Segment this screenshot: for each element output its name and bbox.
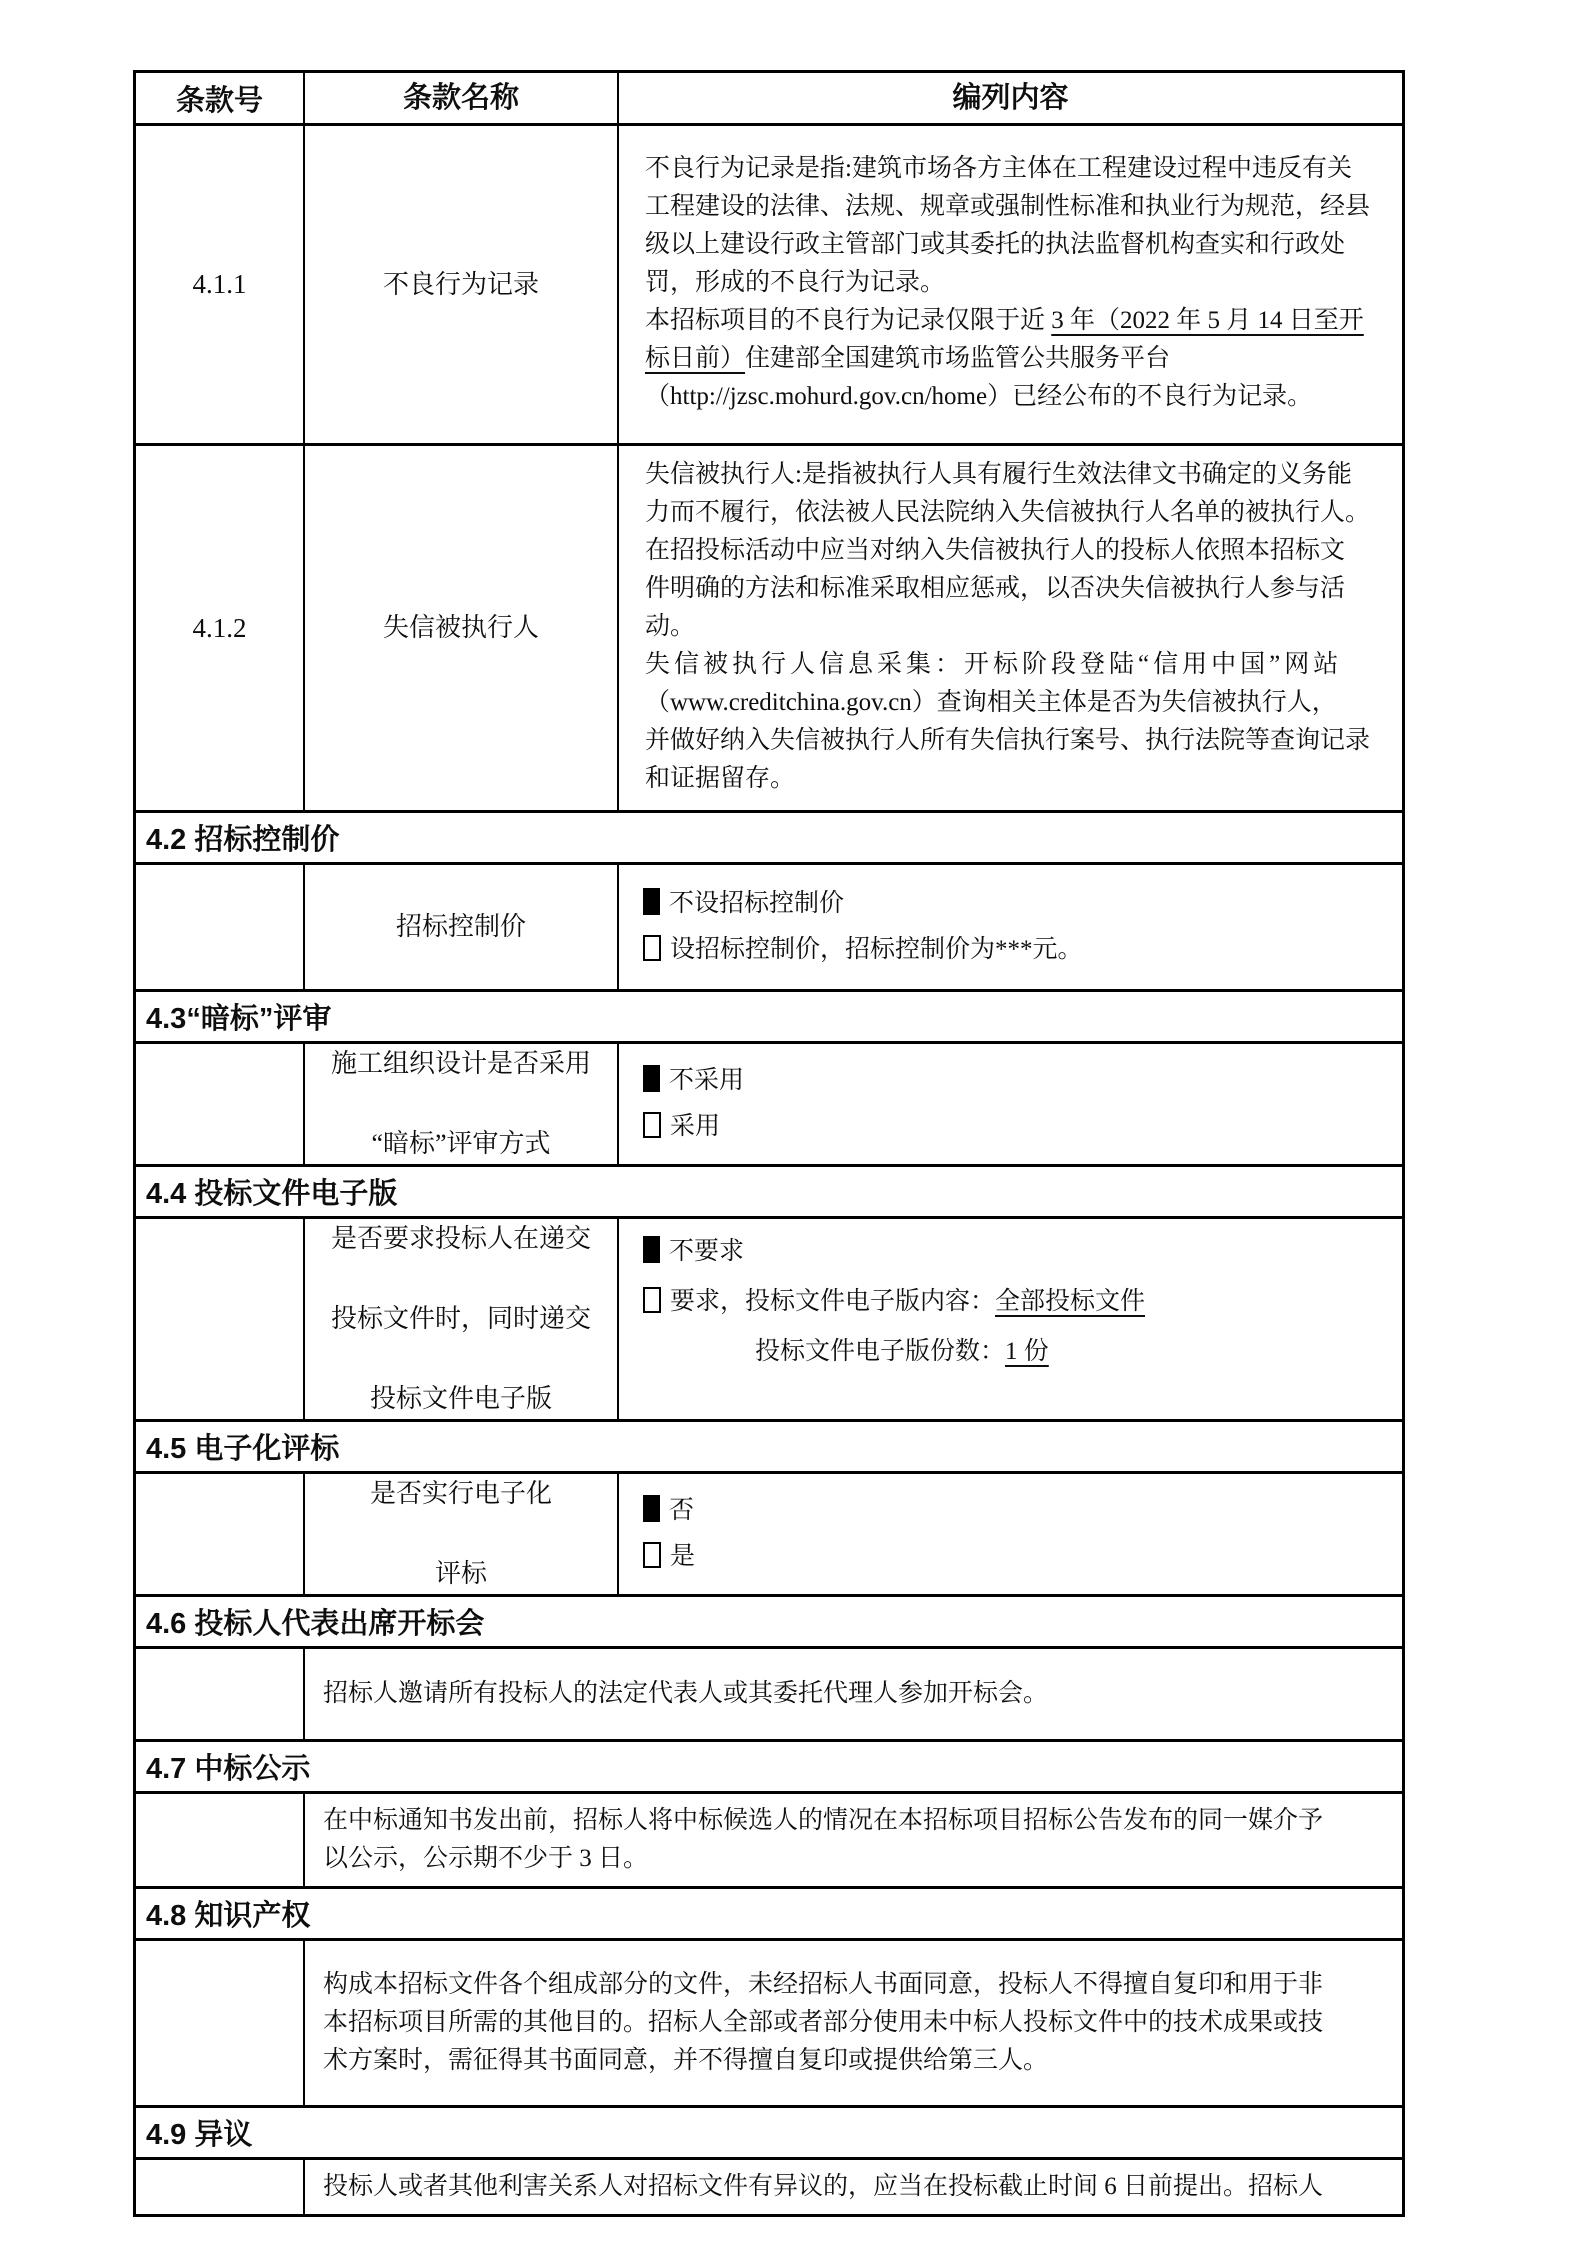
- option-detail: [643, 1327, 1390, 1377]
- row-4-3: [136, 1041, 1402, 1164]
- option-label: 采用: [670, 1113, 721, 1140]
- section-header-4-6: [136, 1594, 1402, 1646]
- section-title: 4.5 电子化评标: [146, 1433, 340, 1465]
- option-checked: [643, 1058, 1390, 1104]
- checkbox-checked-icon: [643, 888, 660, 915]
- clause-name-4-5: 是否实行电子化 评标: [303, 1474, 617, 1594]
- clause-name-4-1-2: 失信被执行人: [303, 446, 617, 810]
- option-unchecked: [643, 927, 1390, 973]
- row-4-1-1: [136, 123, 1402, 443]
- section-header-4-9: [136, 2105, 1402, 2157]
- section-header-4-2: [136, 810, 1402, 862]
- section-header-4-5: [136, 1419, 1402, 1471]
- clause-no-empty: [136, 865, 303, 989]
- checkbox-unchecked-icon: [643, 1287, 661, 1313]
- clause-no-empty: [136, 1649, 303, 1739]
- section-title: 4.2 招标控制价: [146, 824, 340, 856]
- section-header-4-3: [136, 989, 1402, 1041]
- row-4-5: [136, 1471, 1402, 1594]
- option-label: 不采用: [669, 1067, 745, 1094]
- row-4-1-2: [136, 443, 1402, 810]
- checkbox-checked-icon: [643, 1495, 660, 1522]
- option-label: 不设招标控制价: [669, 890, 845, 917]
- section-title: 4.4 投标文件电子版: [146, 1178, 398, 1210]
- clause-content-text: 投标人或者其他利害关系人对招标文件有异议的，应当在投标截止时间 6 日前提出。招标人: [323, 2173, 1324, 2200]
- option-label: 要求，投标文件电子版内容：: [670, 1288, 996, 1315]
- header-clause-name: 条款名称: [303, 73, 617, 123]
- header-content: 编列内容: [617, 73, 1402, 123]
- row-4-8: [136, 1938, 1402, 2105]
- section-header-4-7: [136, 1739, 1402, 1791]
- section-header-4-8: [136, 1886, 1402, 1938]
- clause-content-4-4: [617, 1219, 1402, 1419]
- checkbox-checked-icon: [643, 1065, 660, 1092]
- clause-name-4-4: 是否要求投标人在递交 投标文件时，同时递交 投标文件电子版: [303, 1219, 617, 1419]
- clause-content-4-1-1: [617, 126, 1402, 443]
- clause-content-text: 招标人邀请所有投标人的法定代表人或其委托代理人参加开标会。: [323, 1680, 1049, 1707]
- clause-content-text: 构成本招标文件各个组成部分的文件，未经招标人书面同意，投标人不得擅自复印和用于非 本招标项目所需的其他目的。招标人全部或者部分使用未中标人投标文件中的技术成果或技 术方案时，需征得其书面同意，并不得擅自复印或提供给第三人。: [323, 1971, 1324, 2074]
- clause-content-4-8: [303, 1941, 1402, 2105]
- option-checked: [643, 1488, 1390, 1534]
- option-label: 是: [670, 1543, 696, 1570]
- clause-content-text: 失信被执行人:是指被执行人具有履行生效法律文书确定的义务能 力而不履行，依法被人民法院纳入失信被执行人名单的被执行人。 在招投标活动中应当对纳入失信被执行人的投标人依照本招标文 件明确的方法和标准采取相应惩戒，以否决失信被执行人参与活 动。 失信被执行人信息采集：开标阶段登陆“信用中国”网站 （www.creditchina.gov.cn）查询相关主体是否为失信被执行人， 并做好纳入失信被执行人所有失信执行案号、执行法院等查询记录 和证据留存。: [645, 461, 1371, 792]
- clause-no-empty: [136, 1941, 303, 2105]
- checkbox-unchecked-icon: [643, 1112, 661, 1138]
- section-title: 4.9 异议: [146, 2119, 253, 2151]
- clause-content-4-1-2: [617, 446, 1402, 810]
- clause-no-empty: [136, 1794, 303, 1886]
- section-title: 4.7 中标公示: [146, 1753, 311, 1785]
- clause-content-text: 不良行为记录是指:建筑市场各方主体在工程建设过程中违反有关 工程建设的法律、法规、规章或强制性标准和执业行为规范，经县 级以上建设行政主管部门或其委托的执法监督机构查实和行政处 罚，形成的不良行为记录。 本招标项目的不良行为记录仅限于近 3 年（2022 年 5 月 14 日至开 标日前）住建部全国建筑市场监管公共服务平台 （http://jzsc.mohurd.gov.cn/home）已经公布的不良行为记录。: [645, 155, 1371, 410]
- clause-content-4-6: [303, 1649, 1402, 1739]
- table-header-row: [136, 73, 1402, 123]
- clause-no-empty: [136, 2160, 303, 2214]
- clause-content-4-7: [303, 1794, 1402, 1886]
- option-label: 不要求: [669, 1238, 745, 1265]
- clause-name-4-2: 招标控制价: [303, 865, 617, 989]
- clause-no-empty: [136, 1219, 303, 1419]
- option-label: 投标文件电子版份数：: [755, 1338, 1006, 1365]
- checkbox-unchecked-icon: [643, 1542, 661, 1568]
- clause-content-text: 在中标通知书发出前，招标人将中标候选人的情况在本招标项目招标公告发布的同一媒介予 以公示，公示期不少于 3 日。: [323, 1807, 1324, 1872]
- clause-no-4-1-2: 4.1.2: [192, 612, 247, 643]
- clause-no-4-1-1: 4.1.1: [192, 269, 247, 299]
- option-checked: [643, 881, 1390, 927]
- option-unchecked: [643, 1104, 1390, 1150]
- row-4-9: [136, 2157, 1402, 2214]
- option-unchecked: [643, 1277, 1390, 1327]
- clause-name-4-3: 施工组织设计是否采用 “暗标”评审方式: [303, 1044, 617, 1164]
- option-label: 否: [669, 1497, 695, 1524]
- header-clause-no: 条款号: [175, 84, 263, 117]
- option-unchecked: [643, 1534, 1390, 1580]
- clause-content-4-3: [617, 1044, 1402, 1164]
- section-title: 4.8 知识产权: [146, 1900, 311, 1932]
- section-header-4-4: [136, 1164, 1402, 1216]
- section-title: 4.3“暗标”评审: [146, 1003, 332, 1035]
- row-4-6: [136, 1646, 1402, 1739]
- option-fill-in-value: 1 份: [1005, 1338, 1049, 1365]
- clause-no-empty: [136, 1044, 303, 1164]
- clause-name-4-1-1: 不良行为记录: [303, 126, 617, 443]
- row-4-7: [136, 1791, 1402, 1886]
- checkbox-unchecked-icon: [643, 935, 661, 961]
- clause-content-4-2: [617, 865, 1402, 989]
- row-4-2: [136, 862, 1402, 989]
- checkbox-checked-icon: [643, 1236, 660, 1263]
- option-checked: [643, 1227, 1390, 1277]
- row-4-4: [136, 1216, 1402, 1419]
- section-title: 4.6 投标人代表出席开标会: [146, 1608, 485, 1640]
- clause-table: [133, 70, 1405, 2217]
- clause-content-4-9: [303, 2160, 1402, 2214]
- clause-content-4-5: [617, 1474, 1402, 1594]
- clause-no-empty: [136, 1474, 303, 1594]
- option-fill-in-value: 全部投标文件: [995, 1288, 1146, 1315]
- option-label: 设招标控制价，招标控制价为***元。: [670, 936, 1083, 963]
